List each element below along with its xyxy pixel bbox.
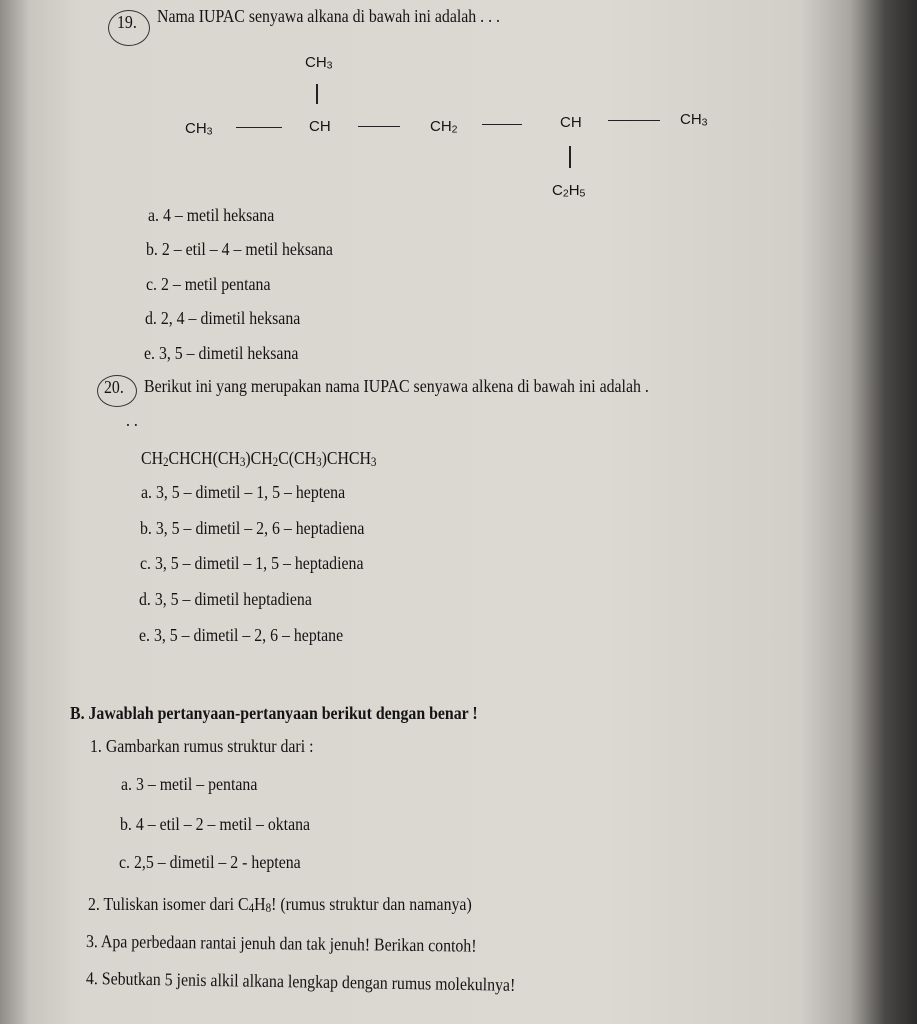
bond [236,127,282,128]
q20-option-a: a. 3, 5 – dimetil – 1, 5 – heptena [141,482,346,502]
chain-atom: CH [560,114,582,131]
chain-atom: $CH_3$ [185,120,213,138]
q20-formula: $CH_2CHCH(CH_3)CH_2C(CH_3)CHCH_3$ [141,448,377,469]
bond [569,146,571,168]
q20-continuation: . . [126,410,138,430]
q19-question: Nama IUPAC senyawa alkana di bawah ini adalah . . . [157,6,500,26]
q20-option-b: b. 3, 5 – dimetil – 2, 6 – heptadiena [140,518,365,538]
section-b-heading: B. Jawablah pertanyaan-pertanyaan berikut dengan benar ! [70,703,478,723]
bond [482,124,522,125]
bond [608,120,660,121]
section-b-q1-c: c. 2,5 – dimetil – 2 - heptena [119,852,301,872]
bond [316,84,318,104]
chain-atom: $CH_2$ [430,118,458,136]
top-branch: $CH_3$ [305,54,333,72]
q20-option-d: d. 3, 5 – dimetil heptadiena [139,589,312,609]
bottom-branch: $C_2H_5$ [552,182,586,200]
q19-option-e: e. 3, 5 – dimetil heksana [144,343,299,363]
q19-option-b: b. 2 – etil – 4 – metil heksana [146,239,333,259]
section-b-q1-a: a. 3 – metil – pentana [121,774,258,794]
bond [358,126,400,127]
chain-atom: CH [309,118,331,135]
q19-option-d: d. 2, 4 – dimetil heksana [145,308,301,328]
q20-option-e: e. 3, 5 – dimetil – 2, 6 – heptane [139,625,344,645]
q19-option-a: a. 4 – metil heksana [148,205,275,225]
chain-atom: $CH_3$ [680,111,708,129]
q20-number: 20. [104,377,124,397]
q20-question: Berikut ini yang merupakan nama IUPAC senyawa alkena di bawah ini adalah . [144,376,649,396]
q20-option-c: c. 3, 5 – dimetil – 1, 5 – heptadiena [140,553,364,573]
q19-number: 19. [117,12,137,32]
section-b-q3: 3. Apa perbedaan rantai jenuh dan tak jenuh! Berikan contoh! [85,931,477,956]
section-b-q1-b: b. 4 – etil – 2 – metil – oktana [120,814,311,834]
q19-option-c: c. 2 – metil pentana [146,274,271,294]
section-b-q2: 2. Tuliskan isomer dari $C_4H_8$! (rumus struktur dan namanya) [88,894,472,915]
section-b-q4: 4. Sebutkan 5 jenis alkil alkana lengkap dengan rumus molekulnya! [85,968,516,995]
section-b-q1: 1. Gambarkan rumus struktur dari : [90,736,314,756]
